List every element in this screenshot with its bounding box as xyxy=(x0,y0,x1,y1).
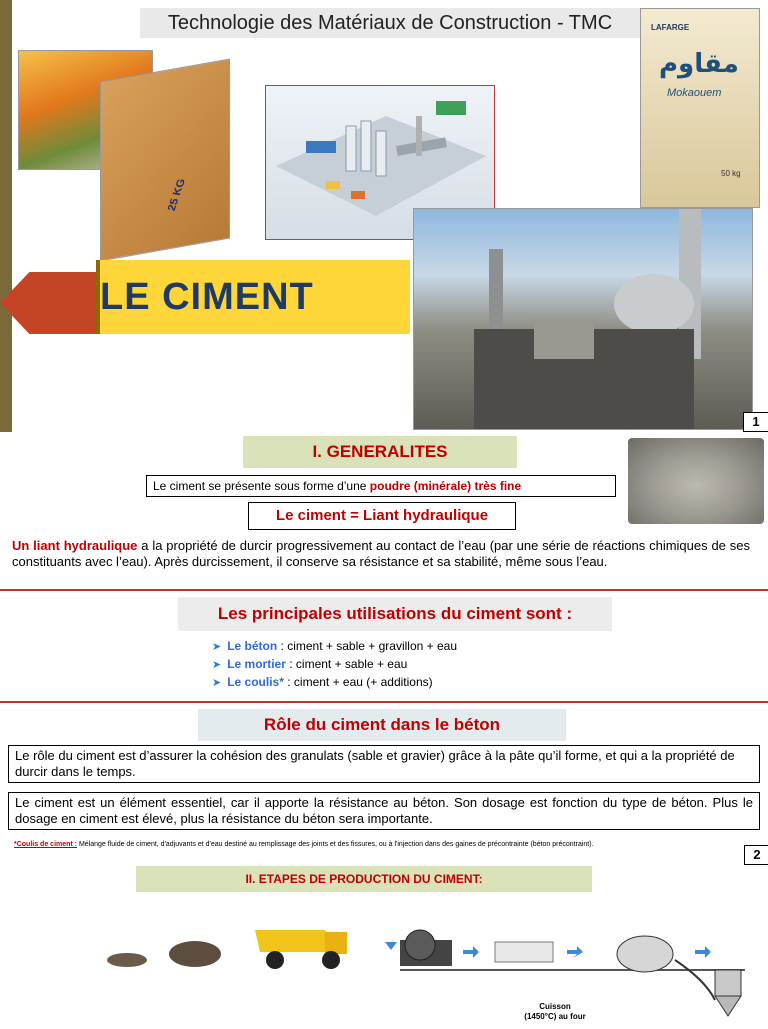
footnote xyxy=(14,840,742,849)
factory-illustration xyxy=(414,209,752,429)
section-production-heading: II. ETAPES DE PRODUCTION DU CIMENT: xyxy=(136,866,592,892)
uses-list xyxy=(212,638,612,692)
cement-powder-photo xyxy=(628,438,764,524)
list-item: ➤ Le mortier : ciment + sable + eau xyxy=(212,657,408,671)
raw-material-pile-1 xyxy=(107,953,147,967)
list-item: ➤ Le béton : ciment + sable + gravillon + eau xyxy=(212,639,457,653)
cuisson-title: Cuisson xyxy=(539,1002,571,1011)
footnote-text: Mélange fluide de ciment, d'adjuvants et d'eau destiné au remplissage des joints et des fissures, ou à l'injection dans des gaines de précontrainte (béton précontraint). xyxy=(77,841,594,848)
course-header: Technologie des Matériaux de Construction - TMC xyxy=(140,8,640,38)
arrow-right-icon xyxy=(463,946,479,958)
uses-heading: Les principales utilisations du ciment sont : xyxy=(178,597,612,631)
footnote-term: *Coulis de ciment : xyxy=(14,841,78,848)
cuisson-temperature: (1450°C) au four xyxy=(524,1012,586,1021)
role-heading: Rôle du ciment dans le béton xyxy=(198,709,566,741)
cement-bag-photo xyxy=(100,59,230,262)
role-paragraph-2: Le ciment est un élément essentiel, car il apporte la résistance au béton. Son dosage est fonction du type de béton. Plus le dosage en ciment est élevé, plus la résistance du béton sera importante. xyxy=(8,792,760,830)
role-paragraph-1: Le rôle du ciment est d’assurer la cohésion des granulats (sable et gravier) grâce à la pâte qu’il forme, et qui a la propriété de durcir dans le temps. xyxy=(8,745,760,783)
arrow-right-icon xyxy=(567,946,583,958)
kiln-icon xyxy=(617,936,673,972)
crusher-icon xyxy=(400,930,452,966)
liant-text: a la propriété de durcir progressivement au contact de l’eau (par une série de réactions chimiques de ses constituants avec l’eau). Après durcissement, il conserve sa résistance et sa stabilité, même sous l’eau. xyxy=(12,538,750,569)
mokaouem-cement-bag xyxy=(640,8,760,208)
dump-truck-icon xyxy=(255,930,347,969)
process-illustration xyxy=(55,890,760,1024)
left-decor-bar xyxy=(0,0,12,432)
slide-title: LE CIMENT xyxy=(100,276,314,318)
cyclone-icon xyxy=(715,970,741,1016)
section-generalites-heading: I. GENERALITES xyxy=(243,436,517,468)
intro-prefix: Le ciment se présente sous forme d’une xyxy=(153,479,370,493)
page-number-2: 2 xyxy=(744,845,768,865)
arrow-down-icon xyxy=(385,942,397,950)
page-number-1: 1 xyxy=(743,412,768,432)
title-arrow-decor xyxy=(0,272,98,334)
bag-latin-name: Mokaouem xyxy=(667,87,722,99)
cement-factory-photo xyxy=(413,208,753,430)
cuisson-label xyxy=(515,1002,595,1022)
bag-weight-label: 25 KG xyxy=(165,177,188,212)
definition-box: Le ciment = Liant hydraulique xyxy=(248,502,516,530)
bag-weight: 50 kg xyxy=(721,169,741,178)
raw-material-pile-2 xyxy=(169,941,221,967)
separator-2 xyxy=(0,701,768,703)
list-item: ➤ Le coulis* : ciment + eau (+ additions) xyxy=(212,675,433,689)
liant-paragraph xyxy=(12,538,750,570)
separator-1 xyxy=(0,589,768,591)
intro-statement xyxy=(146,475,616,497)
bag-arabic-name: مقاوم xyxy=(659,49,739,79)
slide-1 xyxy=(0,0,768,432)
liant-term: Un liant hydraulique xyxy=(12,538,138,553)
intro-highlight: poudre (minérale) très fine xyxy=(369,479,522,493)
production-process-diagram xyxy=(55,890,760,1024)
arrow-right-icon xyxy=(695,946,711,958)
storage-hall-icon xyxy=(495,942,553,962)
bag-brand: LAFARGE xyxy=(651,23,690,32)
